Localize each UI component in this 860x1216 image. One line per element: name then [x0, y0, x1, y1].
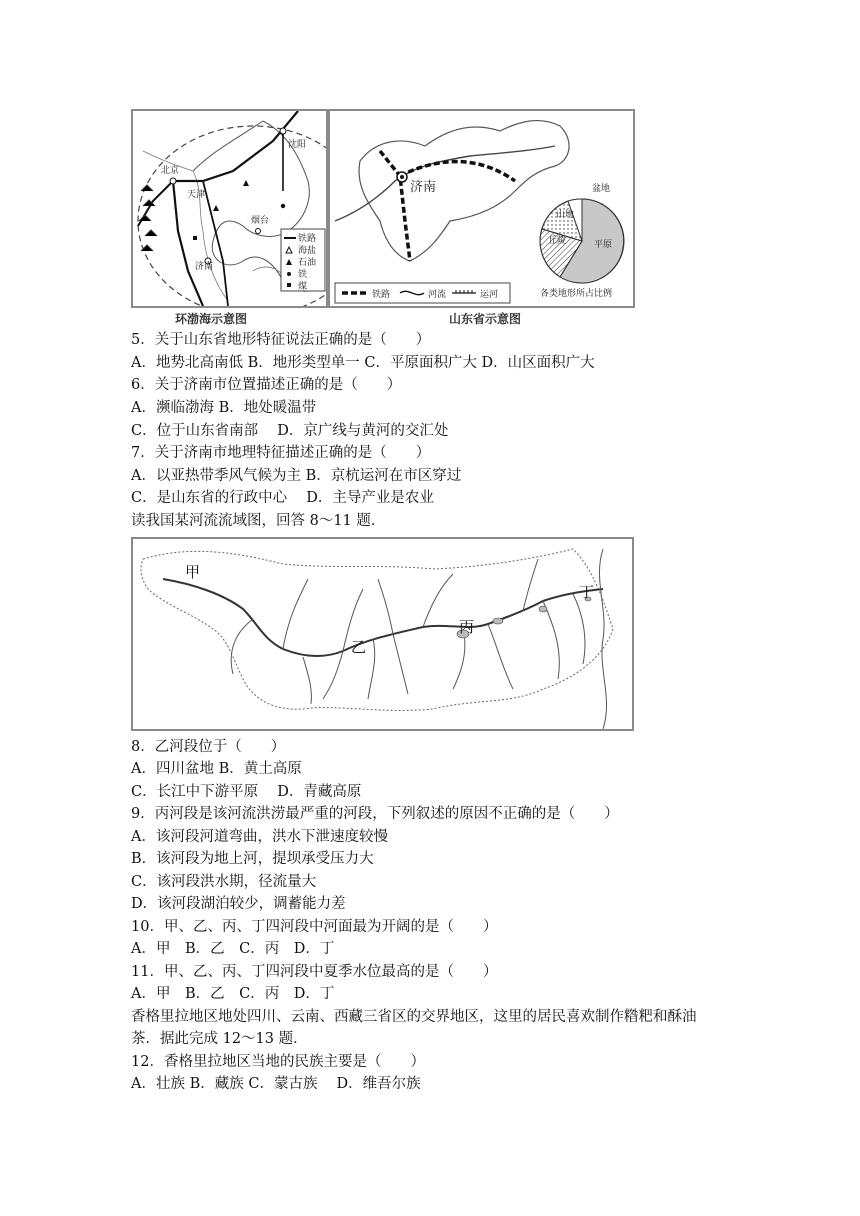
pie-label-plain: 平原 [594, 240, 613, 250]
q8-options-cd: C．长江中下游平原 D．青藏高原 [131, 784, 362, 800]
legend-railway-right: 铁路 [372, 290, 391, 300]
q10-options: A．甲 B．乙 C．丙 D．丁 [131, 941, 335, 957]
q10-stem: 10．甲、乙、丙、丁四河段中河面最为开阔的是（ ） [131, 919, 498, 935]
label-beijing: 北京 [161, 166, 180, 176]
legend-railway: 铁路 [298, 234, 317, 244]
q8-stem: 8．乙河段位于（ ） [131, 739, 286, 755]
legend-sea-salt: 海盐 [298, 246, 317, 256]
q9-option-d: D．该河段湖泊较少，调蓄能力差 [131, 896, 346, 912]
shangrila-intro-line2: 茶．据此完成 12～13 题． [131, 1031, 308, 1047]
label-yi: 乙 [351, 638, 367, 656]
shandong-map [328, 109, 635, 308]
q6-stem: 6．关于济南市位置描述正确的是（ ） [131, 377, 402, 393]
river-basin-map [131, 537, 634, 731]
q6-options-cd: C．位于山东省南部 D．京广线与黄河的交汇处 [131, 423, 449, 439]
q11-stem: 11．甲、乙、丙、丁四河段中夏季水位最高的是（ ） [131, 964, 498, 980]
legend-oil: 石油 [298, 258, 317, 268]
q9-option-b: B．该河段为地上河，提坝承受压力大 [131, 851, 374, 867]
q9-option-a: A．该河段河道弯曲，洪水下泄速度较慢 [131, 829, 388, 845]
label-jinan-right: 济南 [410, 180, 437, 195]
pie-label-hill: 丘陵 [548, 236, 567, 246]
q7-stem: 7．关于济南市地理特征描述正确的是（ ） [131, 445, 431, 461]
label-ding: 丁 [579, 583, 595, 601]
q12-options: A．壮族 B．藏族 C．蒙古族 D．维吾尔族 [131, 1076, 421, 1092]
q11-options: A．甲 B．乙 C．丙 D．丁 [131, 986, 335, 1002]
pie-title: 各类地形所占比例 [540, 289, 613, 299]
legend-river: 河流 [428, 290, 447, 300]
label-jia: 甲 [185, 563, 201, 581]
label-yantai: 烟台 [251, 216, 270, 226]
shandong-map-caption: 山东省示意图 [449, 312, 522, 326]
legend-canal: 运河 [480, 290, 499, 300]
q9-option-c: C．该河段洪水期，径流量大 [131, 874, 317, 890]
bohai-rim-map [131, 109, 328, 308]
bohai-map-caption: 环渤海示意图 [175, 312, 248, 326]
shangrila-intro-line1: 香格里拉地区地处四川、云南、西藏三省区的交界地区，这里的居民喜欢制作糌粑和酥油 [131, 1009, 697, 1025]
mountain-symbols [139, 185, 157, 251]
q12-stem: 12．香格里拉地区当地的民族主要是（ ） [131, 1054, 425, 1070]
bohai-legend [281, 229, 325, 292]
river-intro: 读我国某河流流域图，回答 8～11 题． [131, 513, 386, 529]
terrain-pie-chart [540, 182, 624, 299]
q7-options-ab: A．以亚热带季风气候为主 B．京杭运河在市区穿过 [131, 468, 462, 484]
q6-options-ab: A．濒临渤海 B．地处暖温带 [131, 400, 317, 416]
label-shenyang: 沈阳 [288, 140, 307, 150]
legend-coal: 煤 [298, 282, 308, 292]
q5-options: A．地势北高南低 B．地形类型单一 C．平原面积广大 D．山区面积广大 [131, 355, 595, 371]
q8-options-ab: A．四川盆地 B．黄土高原 [131, 761, 302, 777]
label-bing: 丙 [459, 618, 475, 636]
q5-stem: 5．关于山东省地形特征说法正确的是（ ） [131, 332, 431, 348]
pie-label-basin: 盆地 [592, 184, 611, 194]
label-tianjin: 天津 [187, 190, 206, 200]
label-jinan-left: 济南 [195, 262, 214, 272]
bohai-rim-map-drawing [133, 111, 326, 306]
pie-label-mountain: 山地 [556, 210, 575, 220]
river-basin-drawing [133, 539, 632, 729]
shandong-legend [335, 283, 510, 303]
q9-stem: 9．丙河段是该河流洪涝最严重的河段，下列叙述的原因不正确的是（ ） [131, 806, 619, 822]
q7-options-cd: C．是山东省的行政中心 D．主导产业是农业 [131, 490, 434, 506]
shandong-map-drawing [330, 111, 633, 306]
legend-iron: 铁 [298, 270, 308, 280]
